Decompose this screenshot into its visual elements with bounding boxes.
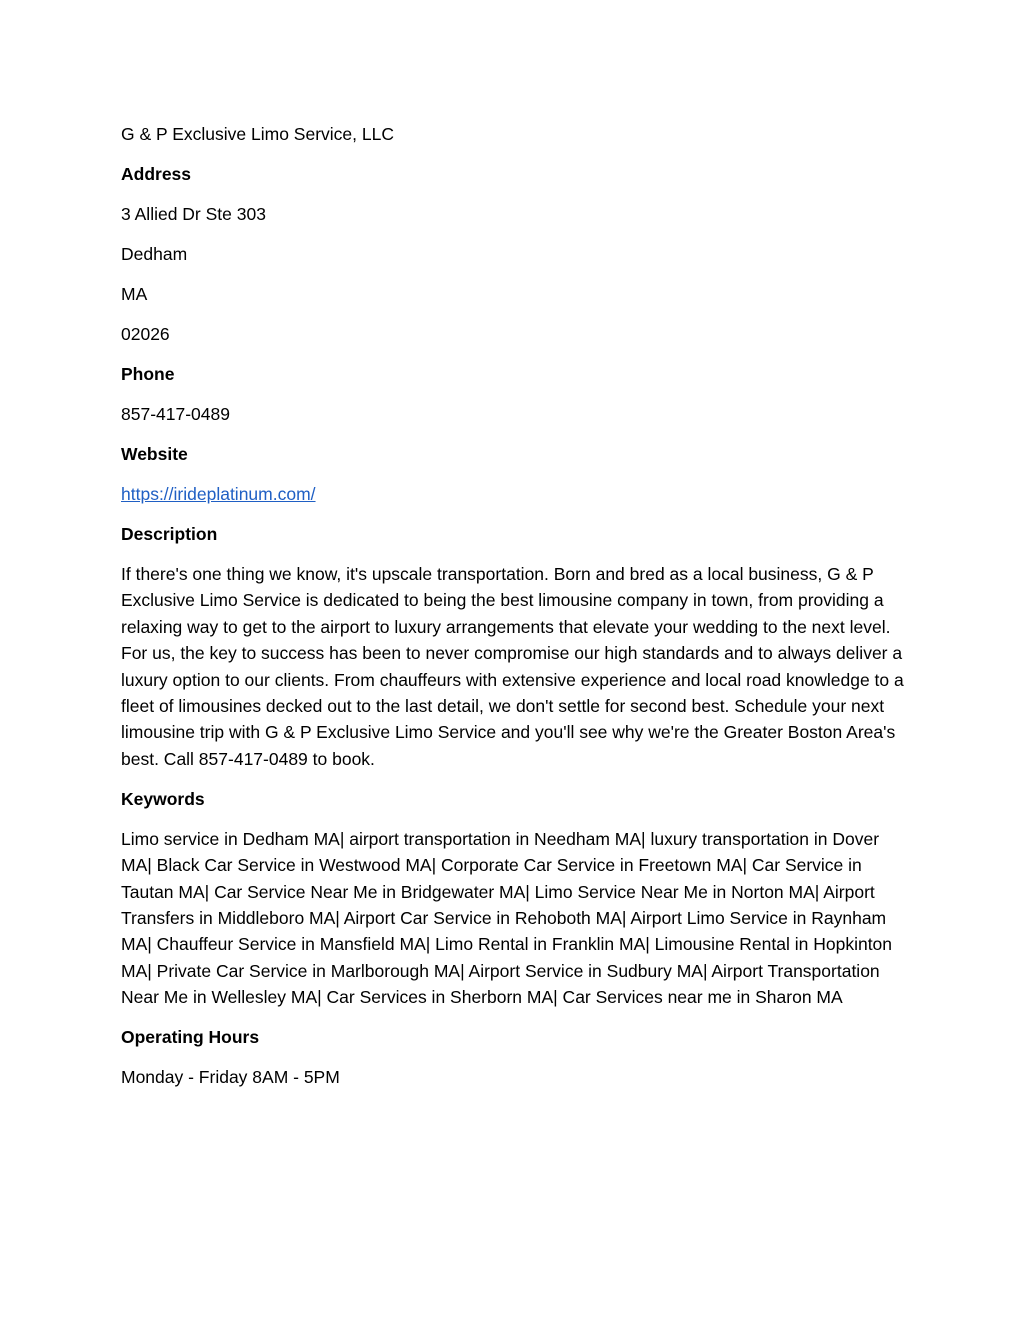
address-label: Address [121,164,192,184]
address-street: 3 Allied Dr Ste 303 [121,204,266,224]
phone-value: 857-417-0489 [121,404,230,424]
keywords-text: Limo service in Dedham MA| airport transportation in Needham MA| luxury transportation in Dover MA| Black Car Service in Westwood MA| Corporate Car Service in Freetown MA| Car Service in Tautan MA| Car Service Near Me in Bridgewater MA| Limo Service Near Me in Norton MA| Airport Transfers in Middleboro MA| Airport Car Service in Rehoboth MA| Airport Limo Service in Raynham MA| Chauffeur Service in Mansfield MA| Limo Rental in Franklin MA| Limousine Rental in Hopkinton MA| Private Car Service in Marlborough MA| Airport Service in Sudbury MA| Airport Transportation Near Me in Wellesley MA| Car Services in Sherborn MA| Car Services near me in Sharon MA [121,828,893,1008]
website-label: Website [121,444,188,464]
description-label: Description [121,524,218,544]
website-line [121,481,911,507]
description-text: If there's one thing we know, it's upscale transportation. Born and bred as a local business, G & P Exclusive Limo Service is dedicated to being the best limousine company in town, from providing a relaxing way to get to the airport to luxury arrangements that elevate your wedding to the next level. For us, the key to success has been to never compromise our high standards and to always deliver a luxury option to our clients. From chauffeurs with extensive experience and local road knowledge to a fleet of limousines decked out to the last detail, we don't settle for second best. Schedule your next limousine trip with G & P Exclusive Limo Service and you'll see why we're the Greater Boston Area's best. Call 857-417-0489 to book. [121,564,904,769]
phone-label: Phone [121,364,175,384]
operating-hours-label: Operating Hours [121,1027,260,1048]
document-content [121,121,911,1104]
address-state: MA [121,284,148,304]
address-city: Dedham [121,244,188,264]
website-link[interactable]: https://irideplatinum.com/ [121,484,316,504]
keywords-label: Keywords [121,788,205,809]
company-name: G & P Exclusive Limo Service, LLC [121,124,394,144]
operating-hours-value: Monday - Friday 8AM - 5PM [121,1067,340,1088]
address-zip: 02026 [121,324,170,344]
